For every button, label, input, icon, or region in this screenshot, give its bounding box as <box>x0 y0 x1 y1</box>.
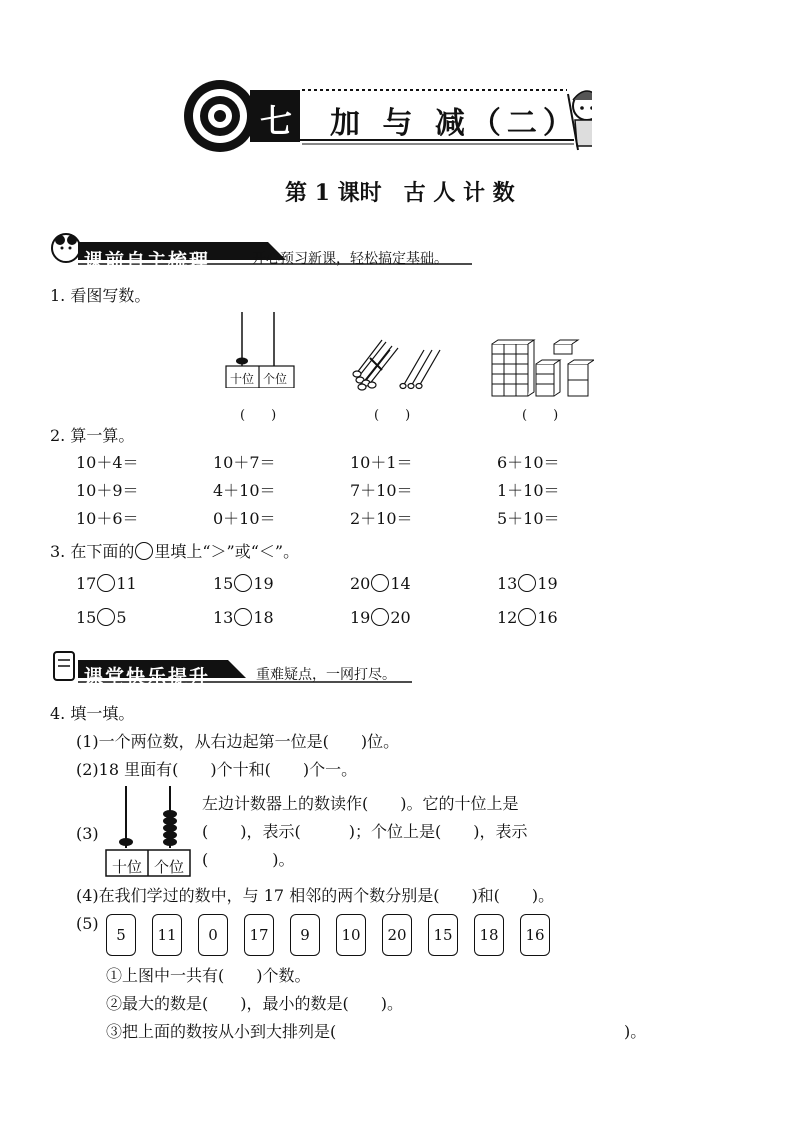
number-card: 5 <box>106 914 136 956</box>
number-card: 20 <box>382 914 412 956</box>
number-card: 0 <box>198 914 228 956</box>
q1-answer-sticks[interactable]: ( ) <box>374 408 411 423</box>
q2-item: 10＋6＝ <box>76 509 139 528</box>
q4-heading: 4. 填一填。 <box>50 704 135 723</box>
q4-part3-line: ( )。 <box>202 850 295 869</box>
number-card: 15 <box>428 914 458 956</box>
chapter-number: 七 <box>260 102 293 140</box>
q3-compare-item[interactable]: 17 11 <box>76 574 137 593</box>
q1-answer-abacus[interactable]: ( ) <box>240 408 277 423</box>
number-card: 11 <box>152 914 182 956</box>
q3-compare-item[interactable]: 13 18 <box>213 608 274 627</box>
number-card: 17 <box>244 914 274 956</box>
chapter-title: 加 与 减（二） <box>330 106 579 141</box>
circle-icon <box>135 542 153 560</box>
q2-item: 10＋9＝ <box>76 481 139 500</box>
q3-compare-item[interactable]: 13 19 <box>497 574 558 593</box>
q2-item: 2＋10＝ <box>350 509 413 528</box>
q2-item: 10＋4＝ <box>76 453 139 472</box>
q2-item: 7＋10＝ <box>350 481 413 500</box>
q4-part3-line: 左边计数器上的数读作( )。它的十位上是 <box>202 794 519 813</box>
compare-circle[interactable] <box>97 608 115 626</box>
q4-sub3-end: )。 <box>624 1022 647 1041</box>
q4-part2: (2)18 里面有( )个十和( )个一。 <box>76 760 358 779</box>
compare-circle[interactable] <box>371 608 389 626</box>
q2-item: 4＋10＝ <box>213 481 276 500</box>
q3-compare-item[interactable]: 15 5 <box>76 608 127 627</box>
q3-heading-post: 里填上“＞”或“＜”。 <box>154 542 300 561</box>
lesson-title: 第 1 课时 古 人 计 数 <box>285 180 515 206</box>
q2-item: 5＋10＝ <box>497 509 560 528</box>
q3-heading-pre: 3. 在下面的 <box>50 542 135 561</box>
abacus-q4-label-tens: 十位 <box>112 858 143 876</box>
abacus-q1-label-ones: 个位 <box>263 372 288 386</box>
q1-heading: 1. 看图写数。 <box>50 286 151 305</box>
q4-part1: (1)一个两位数，从右边起第一位是( )位。 <box>76 732 400 751</box>
section-subtitle-preview: 开心预习新课，轻松搞定基础。 <box>252 251 448 267</box>
q2-item: 10＋7＝ <box>213 453 276 472</box>
q3-heading <box>50 542 299 560</box>
compare-circle[interactable] <box>234 608 252 626</box>
section-label-improve: 课堂快乐提升 <box>84 666 211 688</box>
compare-circle[interactable] <box>518 574 536 592</box>
cubes-image <box>490 338 594 398</box>
q2-item: 10＋1＝ <box>350 453 413 472</box>
q4-sub3: ③把上面的数按从小到大排列是( <box>106 1022 337 1041</box>
compare-circle[interactable] <box>518 608 536 626</box>
q3-compare-item[interactable]: 20 14 <box>350 574 411 593</box>
q2-item: 6＋10＝ <box>497 453 560 472</box>
q1-answer-cubes[interactable]: ( ) <box>522 408 559 423</box>
q2-item: 0＋10＝ <box>213 509 276 528</box>
q2-heading: 2. 算一算。 <box>50 426 135 445</box>
q4-sub2: ②最大的数是( )，最小的数是( )。 <box>106 994 403 1013</box>
q4-sub1: ①上图中一共有( )个数。 <box>106 966 311 985</box>
number-card: 18 <box>474 914 504 956</box>
q4-part3-line: ( )，表示( )；个位上是( )，表示 <box>202 822 528 841</box>
number-card: 16 <box>520 914 550 956</box>
q4-part5-label: (5) <box>76 914 99 933</box>
q3-compare-item[interactable]: 15 19 <box>213 574 274 593</box>
q3-compare-item[interactable]: 12 16 <box>497 608 558 627</box>
abacus-q1-label-tens: 十位 <box>230 372 255 386</box>
compare-circle[interactable] <box>371 574 389 592</box>
compare-circle[interactable] <box>234 574 252 592</box>
q4-part3-label: (3) <box>76 824 99 843</box>
q4-part4: (4)在我们学过的数中，与 17 相邻的两个数分别是( )和( )。 <box>76 886 555 905</box>
q3-compare-item[interactable]: 19 20 <box>350 608 411 627</box>
section-subtitle-improve: 重难疑点，一网打尽。 <box>256 667 396 683</box>
q2-item: 1＋10＝ <box>497 481 560 500</box>
sticks-bundle-image <box>352 336 448 392</box>
number-card: 10 <box>336 914 366 956</box>
compare-circle[interactable] <box>97 574 115 592</box>
section-label-preview: 课前自主梳理 <box>84 250 211 272</box>
number-card: 9 <box>290 914 320 956</box>
abacus-q4-label-ones: 个位 <box>154 858 185 876</box>
